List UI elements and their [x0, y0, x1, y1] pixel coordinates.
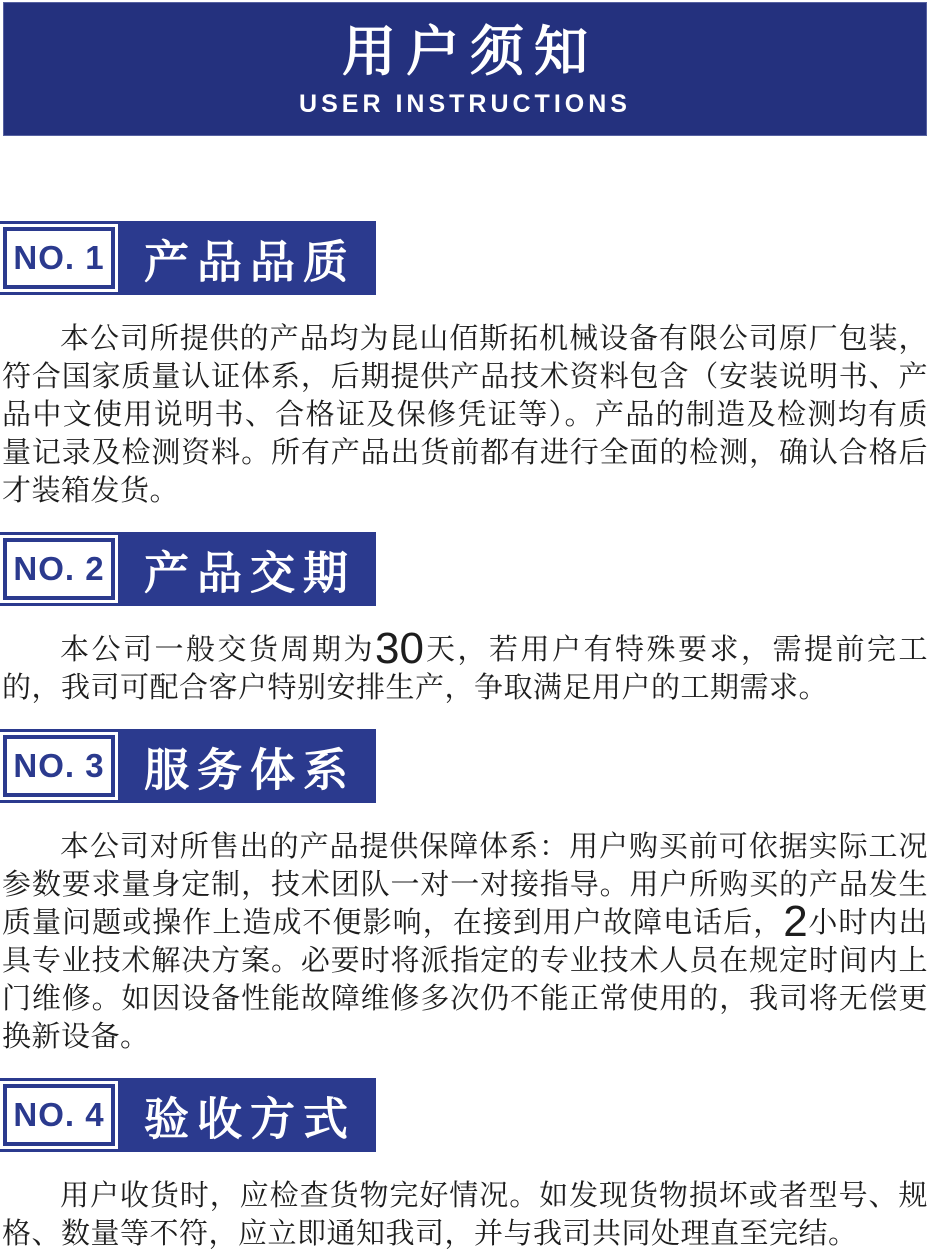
paragraph-text: 本公司对所售出的产品提供保障体系：用户购买前可依据实际工况参数要求量身定制，技术团队一对一对接指导。用户所购买的产品发生质量问题或操作上造成不便影响，在接到用户故障电话后，	[2, 831, 928, 939]
emphasized-number: 30	[375, 624, 424, 673]
section-paragraph	[0, 624, 930, 707]
user-instructions-page	[0, 2, 930, 1250]
section-paragraph	[0, 320, 930, 510]
banner-title-en: USER INSTRUCTIONS	[299, 89, 631, 118]
section-title: 验收方式	[143, 1093, 356, 1145]
section-header-bar	[0, 532, 376, 606]
section-number-label: NO. 3	[13, 747, 105, 784]
section-header-bar	[0, 221, 376, 295]
instruction-section	[0, 1078, 930, 1253]
instruction-section	[0, 729, 930, 1056]
section-header-bar	[0, 729, 376, 803]
section-title: 产品交期	[143, 547, 356, 599]
paragraph-text: 用户收货时，应检查货物完好情况。如发现货物损坏或者型号、规格、数量等不符，应立即通知我司，并与我司共同处理直至完结。	[2, 1180, 928, 1250]
instruction-section	[0, 532, 930, 707]
paragraph-text: 本公司所提供的产品均为昆山佰斯拓机械设备有限公司原厂包装，符合国家质量认证体系，后期提供产品技术资料包含（安装说明书、产品中文使用说明书、合格证及保修凭证等）。产品的制造及检测均有质量记录及检测资料。所有产品出货前都有进行全面的检测，确认合格后才装箱发货。	[2, 323, 928, 507]
section-paragraph	[0, 828, 930, 1056]
instruction-section	[0, 221, 930, 510]
section-title: 产品品质	[143, 236, 356, 288]
section-header-bar	[0, 1078, 376, 1152]
emphasized-number: 2	[783, 897, 808, 946]
section-number-badge	[3, 735, 115, 797]
section-number-badge	[3, 1084, 115, 1146]
paragraph-text: 本公司一般交货周期为	[60, 634, 376, 666]
sections-container	[0, 221, 930, 1253]
banner-title-zh: 用户须知	[342, 22, 598, 83]
paragraph-text: 天，若用户有特殊要求，需提前完工的，我司可配合客户特别安排生产，争取满足用户的工期需求。	[2, 634, 928, 704]
section-number-label: NO. 4	[13, 1096, 105, 1133]
page-banner	[3, 2, 927, 136]
section-title: 服务体系	[143, 744, 356, 796]
section-number-label: NO. 1	[13, 239, 105, 276]
paragraph-text: 小时内出具专业技术解决方案。必要时将派指定的专业技术人员在规定时间内上门维修。如因设备性能故障维修多次仍不能正常使用的，我司将无偿更换新设备。	[2, 907, 928, 1053]
section-paragraph	[0, 1177, 930, 1253]
section-number-badge	[3, 538, 115, 600]
section-number-badge	[3, 227, 115, 289]
section-number-label: NO. 2	[13, 550, 105, 587]
